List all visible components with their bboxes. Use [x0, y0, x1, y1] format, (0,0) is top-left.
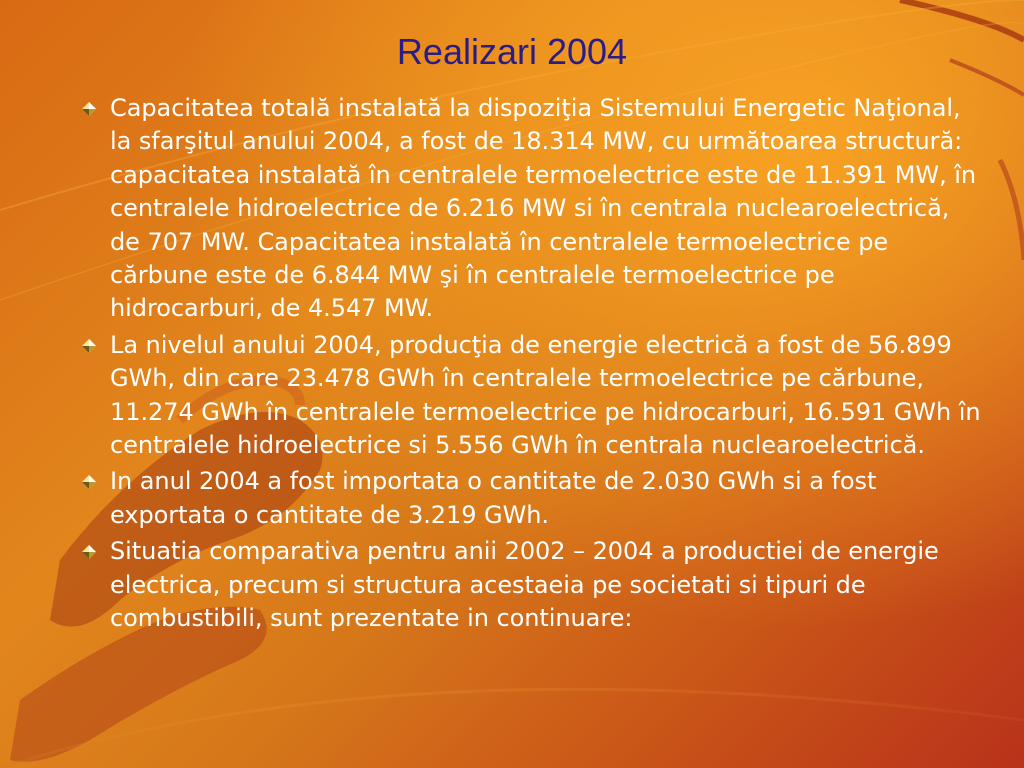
bullet-item	[82, 92, 982, 326]
bullet-item	[82, 535, 982, 635]
bullet-text: Situatia comparativa pentru anii 2002 – 2004 a productiei de energie electrica, precum si structura acestaeia pe societati si tipuri de combustibili, sunt prezentate in continuare:	[110, 537, 939, 633]
bullet-text: Capacitatea totală instalată la dispoziţia Sistemului Energetic Naţional, la sfarşitul anului 2004, a fost de 18.314 MW, cu următoarea structură: capacitatea instalată în centralele termoelectrice este de 11.391 MW, în centralele hidroelectrice de 6.216 MW si în centrala nuclearoelectrică, de 707 MW. Capacitatea instalată în centralele termoelectrice pe cărbune este de 6.844 MW şi în centralele termoelectrice pe hidrocarburi, de 4.547 MW.	[110, 94, 977, 323]
diamond-bullet-icon	[82, 339, 96, 353]
decorative-curve	[1000, 160, 1024, 260]
bullet-text: In anul 2004 a fost importata o cantitate de 2.030 GWh si a fost exportata o cantitate de 3.219 GWh.	[110, 467, 877, 529]
bullet-text: La nivelul anului 2004, producţia de energie electrică a fost de 56.899 GWh, din care 23.478 GWh în centralele termoelectrice pe cărbune, 11.274 GWh în centralele termoelectrice pe hidrocarburi, 16.591 GWh în centralele hidroelectrice si 5.556 GWh în centrala nuclearoelectrică.	[110, 330, 981, 460]
slide-title: Realizari 2004	[396, 31, 628, 72]
bullet-item	[82, 465, 982, 532]
diamond-bullet-icon	[82, 102, 96, 116]
bullet-item	[82, 329, 982, 463]
diamond-bullet-icon	[82, 475, 96, 489]
diamond-bullet-icon	[82, 545, 96, 559]
bullet-list	[82, 92, 982, 639]
